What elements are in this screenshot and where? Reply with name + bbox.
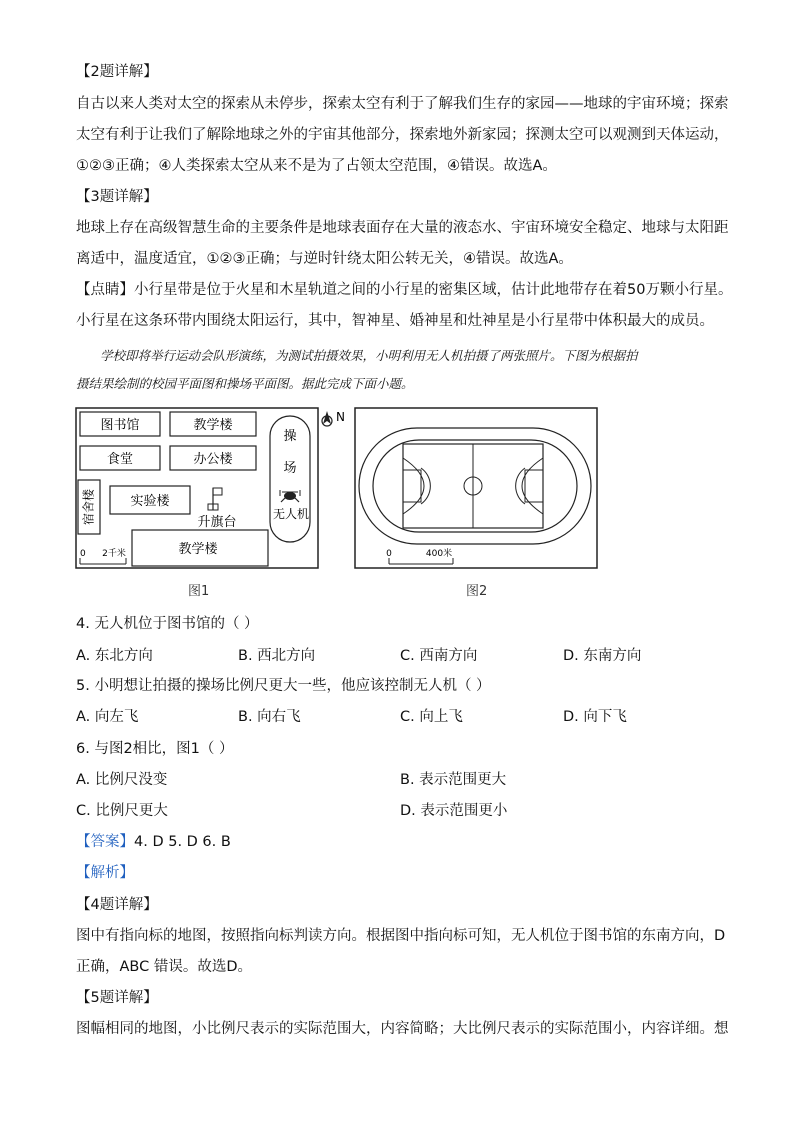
question-4: 4. 无人机位于图书馆的（ ）: [76, 616, 259, 632]
tip-line1: [76, 280, 732, 300]
question-6: 6. 与图2相比，图1（ ）: [76, 741, 234, 757]
flag-platform-label: 升旗台: [197, 515, 237, 530]
lab-label: 实验楼: [130, 494, 170, 509]
scale-label: 2千米: [102, 549, 126, 559]
heading-q2-detail: 【2题详解】: [76, 64, 158, 80]
analysis-label: 【解析】: [76, 865, 134, 881]
answer-label: 【答案】: [76, 834, 134, 850]
q4-option-b[interactable]: B. 西北方向: [238, 648, 316, 664]
q6-option-a[interactable]: A. 比例尺没变: [76, 772, 168, 788]
answer-line: [76, 832, 231, 852]
q5-option-d[interactable]: D. 向下飞: [563, 709, 627, 725]
tip-label: 【点睛】: [76, 282, 134, 298]
canteen-label: 食堂: [106, 452, 134, 467]
drone-label: 无人机: [272, 507, 310, 521]
q5-option-c[interactable]: C. 向上飞: [400, 709, 463, 725]
scale-label-2: 400米: [425, 549, 453, 559]
q5-option-a[interactable]: A. 向左飞: [76, 709, 139, 725]
q6-option-b[interactable]: B. 表示范围更大: [400, 772, 507, 788]
paragraph-q2-line3: ①②③正确；④人类探索太空从来不是为了占领太空范围，④错误。故选A。: [76, 158, 557, 174]
question-intro-line2: 摄结果绘制的校园平面图和操场平面图。据此完成下面小题。: [76, 376, 414, 391]
dorm-label: 宿舍楼: [81, 488, 96, 526]
teaching-building-top-label: 教学楼: [193, 418, 233, 433]
paragraph-q5-line1: 图幅相同的地图，小比例尺表示的实际范围大，内容简略；大比例尺表示的实际范围小，内容详细。想: [76, 1021, 729, 1037]
paragraph-q4-line1: 图中有指向标的地图，按照指向标判读方向。根据图中指向标可知，无人机位于图书馆的东南方向，D: [76, 928, 726, 944]
figure2-caption: 图2: [466, 584, 488, 599]
scale-zero: 0: [80, 549, 86, 559]
q4-option-c[interactable]: C. 西南方向: [400, 648, 478, 664]
paragraph-q2-line1: 自古以来人类对太空的探索从未停步，探索太空有利于了解我们生存的家园——地球的宇宙环境；探索: [76, 96, 729, 112]
heading-q5-detail: 【5题详解】: [76, 990, 158, 1006]
paragraph-q3-line1: 地球上存在高级智慧生命的主要条件是地球表面存在大量的液态水、宇宙环境安全稳定、地球与太阳距: [76, 220, 729, 236]
paragraph-q3-line2: 离适中，温度适宜，①②③正确；与逆时针绕太阳公转无关，④错误。故选A。: [76, 251, 573, 267]
heading-q4-detail: 【4题详解】: [76, 897, 158, 913]
q4-option-a[interactable]: A. 东北方向: [76, 648, 153, 664]
heading-q3-detail: 【3题详解】: [76, 189, 158, 205]
playground-label-2: 场: [283, 461, 297, 476]
north-arrow: [318, 408, 350, 436]
q4-option-d[interactable]: D. 东南方向: [563, 648, 642, 664]
library-label: 图书馆: [100, 418, 140, 433]
figure2-playground-map: [353, 406, 601, 576]
answer-text: 4. D 5. D 6. B: [134, 834, 231, 850]
tip-line2: 小行星在这条环带内围绕太阳运行，其中，智神星、婚神星和灶神星是小行星带中体积最大的成员。: [76, 313, 714, 329]
north-label: N: [336, 410, 345, 424]
q5-option-b[interactable]: B. 向右飞: [238, 709, 301, 725]
playground-label-1: 操: [283, 429, 297, 444]
scale-zero-2: 0: [386, 549, 392, 559]
q6-option-d[interactable]: D. 表示范围更小: [400, 803, 508, 819]
paragraph-q4-line2: 正确，ABC 错误。故选D。: [76, 959, 253, 975]
q6-option-c[interactable]: C. 比例尺更大: [76, 803, 168, 819]
question-5: 5. 小明想让拍摄的操场比例尺更大一些，他应该控制无人机（ ）: [76, 678, 491, 694]
office-label: 办公楼: [193, 452, 233, 467]
figure1-caption: 图1: [188, 584, 210, 599]
teaching-building-bottom-label: 教学楼: [178, 542, 218, 557]
paragraph-q2-line2: 太空有利于让我们了解除地球之外的宇宙其他部分，探索地外新家园；探测太空可以观测到天体运动，: [76, 127, 729, 143]
tip-text-a: 小行星带是位于火星和木星轨道之间的小行星的密集区域，估计此地带存在着50万颗小行星。: [134, 282, 733, 298]
question-intro-line1: 学校即将举行运动会队形演练，为测试拍摄效果，小明利用无人机拍摄了两张照片。下图为根据拍: [100, 348, 638, 363]
figure1-campus-map: [74, 406, 324, 576]
